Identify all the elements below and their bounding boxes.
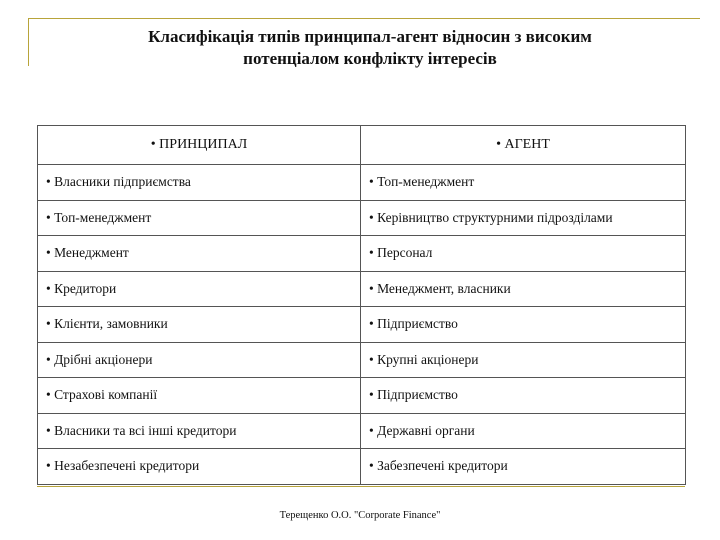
slide-title-line-2: потенціалом конфлікту інтересів [243, 49, 497, 68]
principal-cell: • Незабезпечені кредитори [38, 449, 361, 485]
principal-cell: • Менеджмент [38, 236, 361, 272]
table-header-row [38, 126, 686, 165]
principal-cell: • Власники та всі інші кредитори [38, 413, 361, 449]
agent-cell: • Персонал [361, 236, 686, 272]
slide-title [60, 26, 680, 70]
agent-cell: • Підприємство [361, 378, 686, 414]
slide-frame-top-rule [28, 18, 700, 19]
table-row [38, 307, 686, 343]
table-row [38, 342, 686, 378]
slide-frame-left-rule [28, 18, 29, 66]
table-row [38, 378, 686, 414]
principal-cell: • Дрібні акціонери [38, 342, 361, 378]
principal-cell: • Топ-менеджмент [38, 200, 361, 236]
agent-cell: • Державні органи [361, 413, 686, 449]
table-row [38, 271, 686, 307]
agent-cell: • Менеджмент, власники [361, 271, 686, 307]
header-agent: • АГЕНТ [361, 126, 686, 165]
table-row [38, 449, 686, 485]
table-row [38, 236, 686, 272]
principal-cell: • Клієнти, замовники [38, 307, 361, 343]
table-row [38, 200, 686, 236]
table-row [38, 413, 686, 449]
agent-cell: • Топ-менеджмент [361, 165, 686, 201]
table-row [38, 165, 686, 201]
principal-cell: • Власники підприємства [38, 165, 361, 201]
table-bottom-rule [37, 486, 685, 487]
agent-cell: • Крупні акціонери [361, 342, 686, 378]
slide-title-line-1: Класифікація типів принципал-агент відносин з високим [148, 27, 592, 46]
principal-agent-table [37, 125, 686, 485]
agent-cell: • Підприємство [361, 307, 686, 343]
footer-credit: Терещенко О.О. "Corporate Finance" [279, 510, 441, 521]
principal-cell: • Кредитори [38, 271, 361, 307]
header-principal: • ПРИНЦИПАЛ [38, 126, 361, 165]
agent-cell: • Керівництво структурними підрозділами [361, 200, 686, 236]
principal-cell: • Страхові компанії [38, 378, 361, 414]
agent-cell: • Забезпечені кредитори [361, 449, 686, 485]
